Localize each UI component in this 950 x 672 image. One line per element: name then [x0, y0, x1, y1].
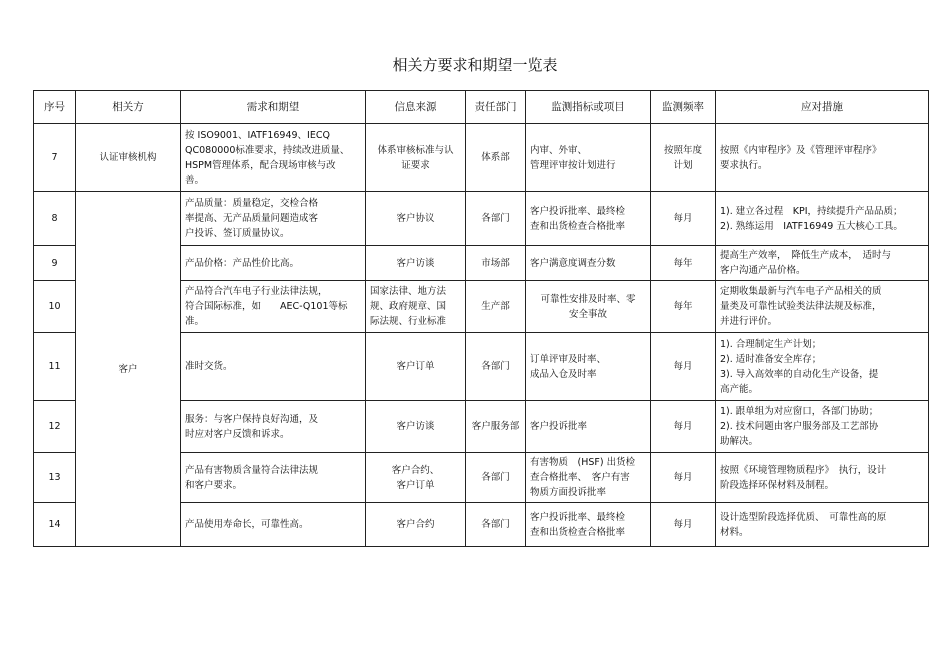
indicator-line: 客户投诉批率、最终检 — [530, 511, 626, 523]
header-party: 相关方 — [76, 91, 181, 124]
freq-cell: 每年 — [651, 281, 716, 333]
header-no: 序号 — [34, 91, 76, 124]
row-number: 10 — [34, 281, 76, 333]
indicator-line: 查和出货检查合格批率 — [530, 220, 626, 232]
measures-line: 材料。 — [720, 526, 749, 538]
measures-cell — [716, 333, 929, 401]
measures-line: 1). 合理制定生产计划； — [720, 338, 822, 350]
needs-line: 和客户要求。 — [185, 479, 243, 491]
measures-line: 设计选型阶段选择优质、 可靠性高的原 — [720, 511, 887, 523]
indicator-line: 订单评审及时率、 — [530, 353, 607, 365]
source-cell: 客户订单 — [366, 333, 466, 401]
needs-cell — [181, 281, 366, 333]
measures-line: 要求执行。 — [720, 159, 768, 171]
freq-cell: 每月 — [651, 453, 716, 503]
measures-line: 3). 导入高效率的自动化生产设备，提 — [720, 368, 879, 380]
source-cell — [366, 281, 466, 333]
table-row — [34, 192, 929, 246]
measures-cell — [716, 281, 929, 333]
needs-line: 产品符合汽车电子行业法律法规， — [185, 286, 328, 297]
needs-line: 符合国际标准，如 AEC-Q101等标 — [185, 301, 348, 312]
header-source: 信息来源 — [366, 91, 466, 124]
source-cell: 客户合约 — [366, 503, 466, 547]
header-dept: 责任部门 — [466, 91, 526, 124]
measures-cell — [716, 246, 929, 281]
header-row — [34, 91, 929, 124]
needs-line: 产品有害物质含量符合法律法规 — [185, 464, 319, 476]
needs-cell — [181, 453, 366, 503]
measures-cell — [716, 401, 929, 453]
row-number: 9 — [34, 246, 76, 281]
indicator-line: 物质方面投诉批率 — [530, 487, 607, 498]
dept-cell: 各部门 — [466, 333, 526, 401]
measures-line: 定期收集最新与汽车电子产品相关的质 — [720, 286, 882, 297]
measures-cell — [716, 192, 929, 246]
header-freq: 监测频率 — [651, 91, 716, 124]
row-number: 14 — [34, 503, 76, 547]
needs-line: 按 ISO9001、IATF16949、IECQ — [185, 129, 330, 141]
measures-line: 2). 适时准备安全库存； — [720, 353, 822, 365]
measures-line: 按照《环境管理物质程序》 执行，设计 — [720, 464, 887, 476]
freq-cell: 每月 — [651, 401, 716, 453]
indicator-cell — [526, 192, 651, 246]
measures-line: 2). 技术问题由客户服务部及工艺部协 — [720, 421, 879, 432]
freq-cell — [651, 124, 716, 192]
measures-cell — [716, 503, 929, 547]
indicator-line: 查合格批率、 客户有害 — [530, 472, 630, 483]
needs-line: 善。 — [185, 174, 205, 186]
indicator-cell: 客户满意度调查分数 — [526, 246, 651, 281]
dept-cell: 各部门 — [466, 453, 526, 503]
measures-line: 阶段选择环保材料及制程。 — [720, 479, 835, 491]
needs-cell — [181, 124, 366, 192]
needs-cell — [181, 192, 366, 246]
source-line: 证要求 — [401, 159, 430, 171]
measures-cell — [716, 124, 929, 192]
needs-line: 产品质量：质量稳定，交检合格 — [185, 198, 319, 209]
measures-cell — [716, 453, 929, 503]
needs-cell — [181, 401, 366, 453]
row-number: 12 — [34, 401, 76, 453]
indicator-line: 内审、外审、 — [530, 144, 588, 156]
source-cell: 客户访谈 — [366, 246, 466, 281]
source-cell — [366, 124, 466, 192]
party-cell: 认证审核机构 — [76, 124, 181, 192]
needs-line: 准。 — [185, 316, 205, 327]
header-indicator: 监测指标或项目 — [526, 91, 651, 124]
measures-line: 并进行评价。 — [720, 316, 778, 327]
row-number: 11 — [34, 333, 76, 401]
freq-cell: 每年 — [651, 246, 716, 281]
measures-line: 1). 跟单组为对应窗口，各部门协助； — [720, 406, 879, 417]
needs-cell: 产品使用寿命长，可靠性高。 — [181, 503, 366, 547]
source-line: 体系审核标准与认 — [377, 144, 454, 156]
needs-line: HSPM管理体系，配合现场审核与改 — [185, 159, 336, 171]
source-cell: 客户访谈 — [366, 401, 466, 453]
source-line: 国家法律、地方法 — [370, 286, 447, 297]
source-cell: 客户协议 — [366, 192, 466, 246]
needs-line: 服务：与客户保持良好沟通，及 — [185, 413, 319, 425]
needs-cell: 产品价格：产品性价比高。 — [181, 246, 366, 281]
indicator-line: 有害物质 (HSF) 出货检 — [530, 457, 636, 468]
indicator-cell: 客户投诉批率 — [526, 401, 651, 453]
requirements-table — [33, 90, 929, 547]
row-number: 8 — [34, 192, 76, 246]
source-line: 规、政府规章、国 — [370, 301, 447, 312]
row-number: 13 — [34, 453, 76, 503]
indicator-line: 安全事故 — [568, 308, 607, 320]
indicator-cell — [526, 124, 651, 192]
header-measures: 应对措施 — [716, 91, 929, 124]
table-row — [34, 124, 929, 192]
needs-line: 户投诉、签订质量协议。 — [185, 228, 290, 239]
freq-cell: 每月 — [651, 192, 716, 246]
measures-line: 1). 建立各过程 KPI，持续提升产品品质； — [720, 205, 903, 217]
dept-cell: 体系部 — [466, 124, 526, 192]
measures-line: 高产能。 — [720, 383, 759, 395]
dept-cell: 市场部 — [466, 246, 526, 281]
header-needs: 需求和期望 — [181, 91, 366, 124]
indicator-line: 可靠性安排及时率、零 — [540, 293, 636, 305]
indicator-cell — [526, 503, 651, 547]
indicator-line: 客户投诉批率、最终检 — [530, 205, 626, 217]
measures-line: 客户沟通产品价格。 — [720, 265, 806, 276]
freq-cell: 每月 — [651, 503, 716, 547]
row-number: 7 — [34, 124, 76, 192]
document-title: 相关方要求和期望一览表 — [392, 56, 558, 74]
measures-line: 助解决。 — [720, 436, 759, 447]
indicator-line: 管理评审按计划进行 — [530, 159, 616, 171]
measures-line: 按照《内审程序》及《管理评审程序》 — [720, 144, 882, 156]
indicator-cell — [526, 281, 651, 333]
indicator-cell — [526, 333, 651, 401]
party-cell: 客户 — [76, 192, 181, 547]
dept-cell: 客户服务部 — [466, 401, 526, 453]
dept-cell: 生产部 — [466, 281, 526, 333]
freq-line: 计划 — [673, 159, 693, 171]
needs-line: 率提高、无产品质量问题造成客 — [185, 213, 319, 224]
freq-line: 按照年度 — [663, 144, 702, 156]
needs-cell: 准时交货。 — [181, 333, 366, 401]
source-line: 际法规、行业标准 — [370, 316, 447, 327]
dept-cell: 各部门 — [466, 503, 526, 547]
measures-line: 提高生产效率， 降低生产成本， 适时与 — [720, 250, 892, 261]
needs-line: 时应对客户反馈和诉求。 — [185, 428, 290, 440]
needs-line: QC080000标准要求，持续改进质量、 — [185, 144, 350, 156]
source-line: 客户订单 — [396, 479, 435, 491]
source-cell — [366, 453, 466, 503]
indicator-cell — [526, 453, 651, 503]
freq-cell: 每月 — [651, 333, 716, 401]
measures-line: 量类及可靠性试验类法律法规及标准， — [720, 301, 882, 312]
measures-line: 2). 熟练运用 IATF16949 五大核心工具。 — [720, 220, 903, 232]
indicator-line: 查和出货检查合格批率 — [530, 526, 626, 538]
indicator-line: 成品入仓及时率 — [530, 368, 597, 380]
source-line: 客户合约、 — [391, 464, 440, 476]
dept-cell: 各部门 — [466, 192, 526, 246]
